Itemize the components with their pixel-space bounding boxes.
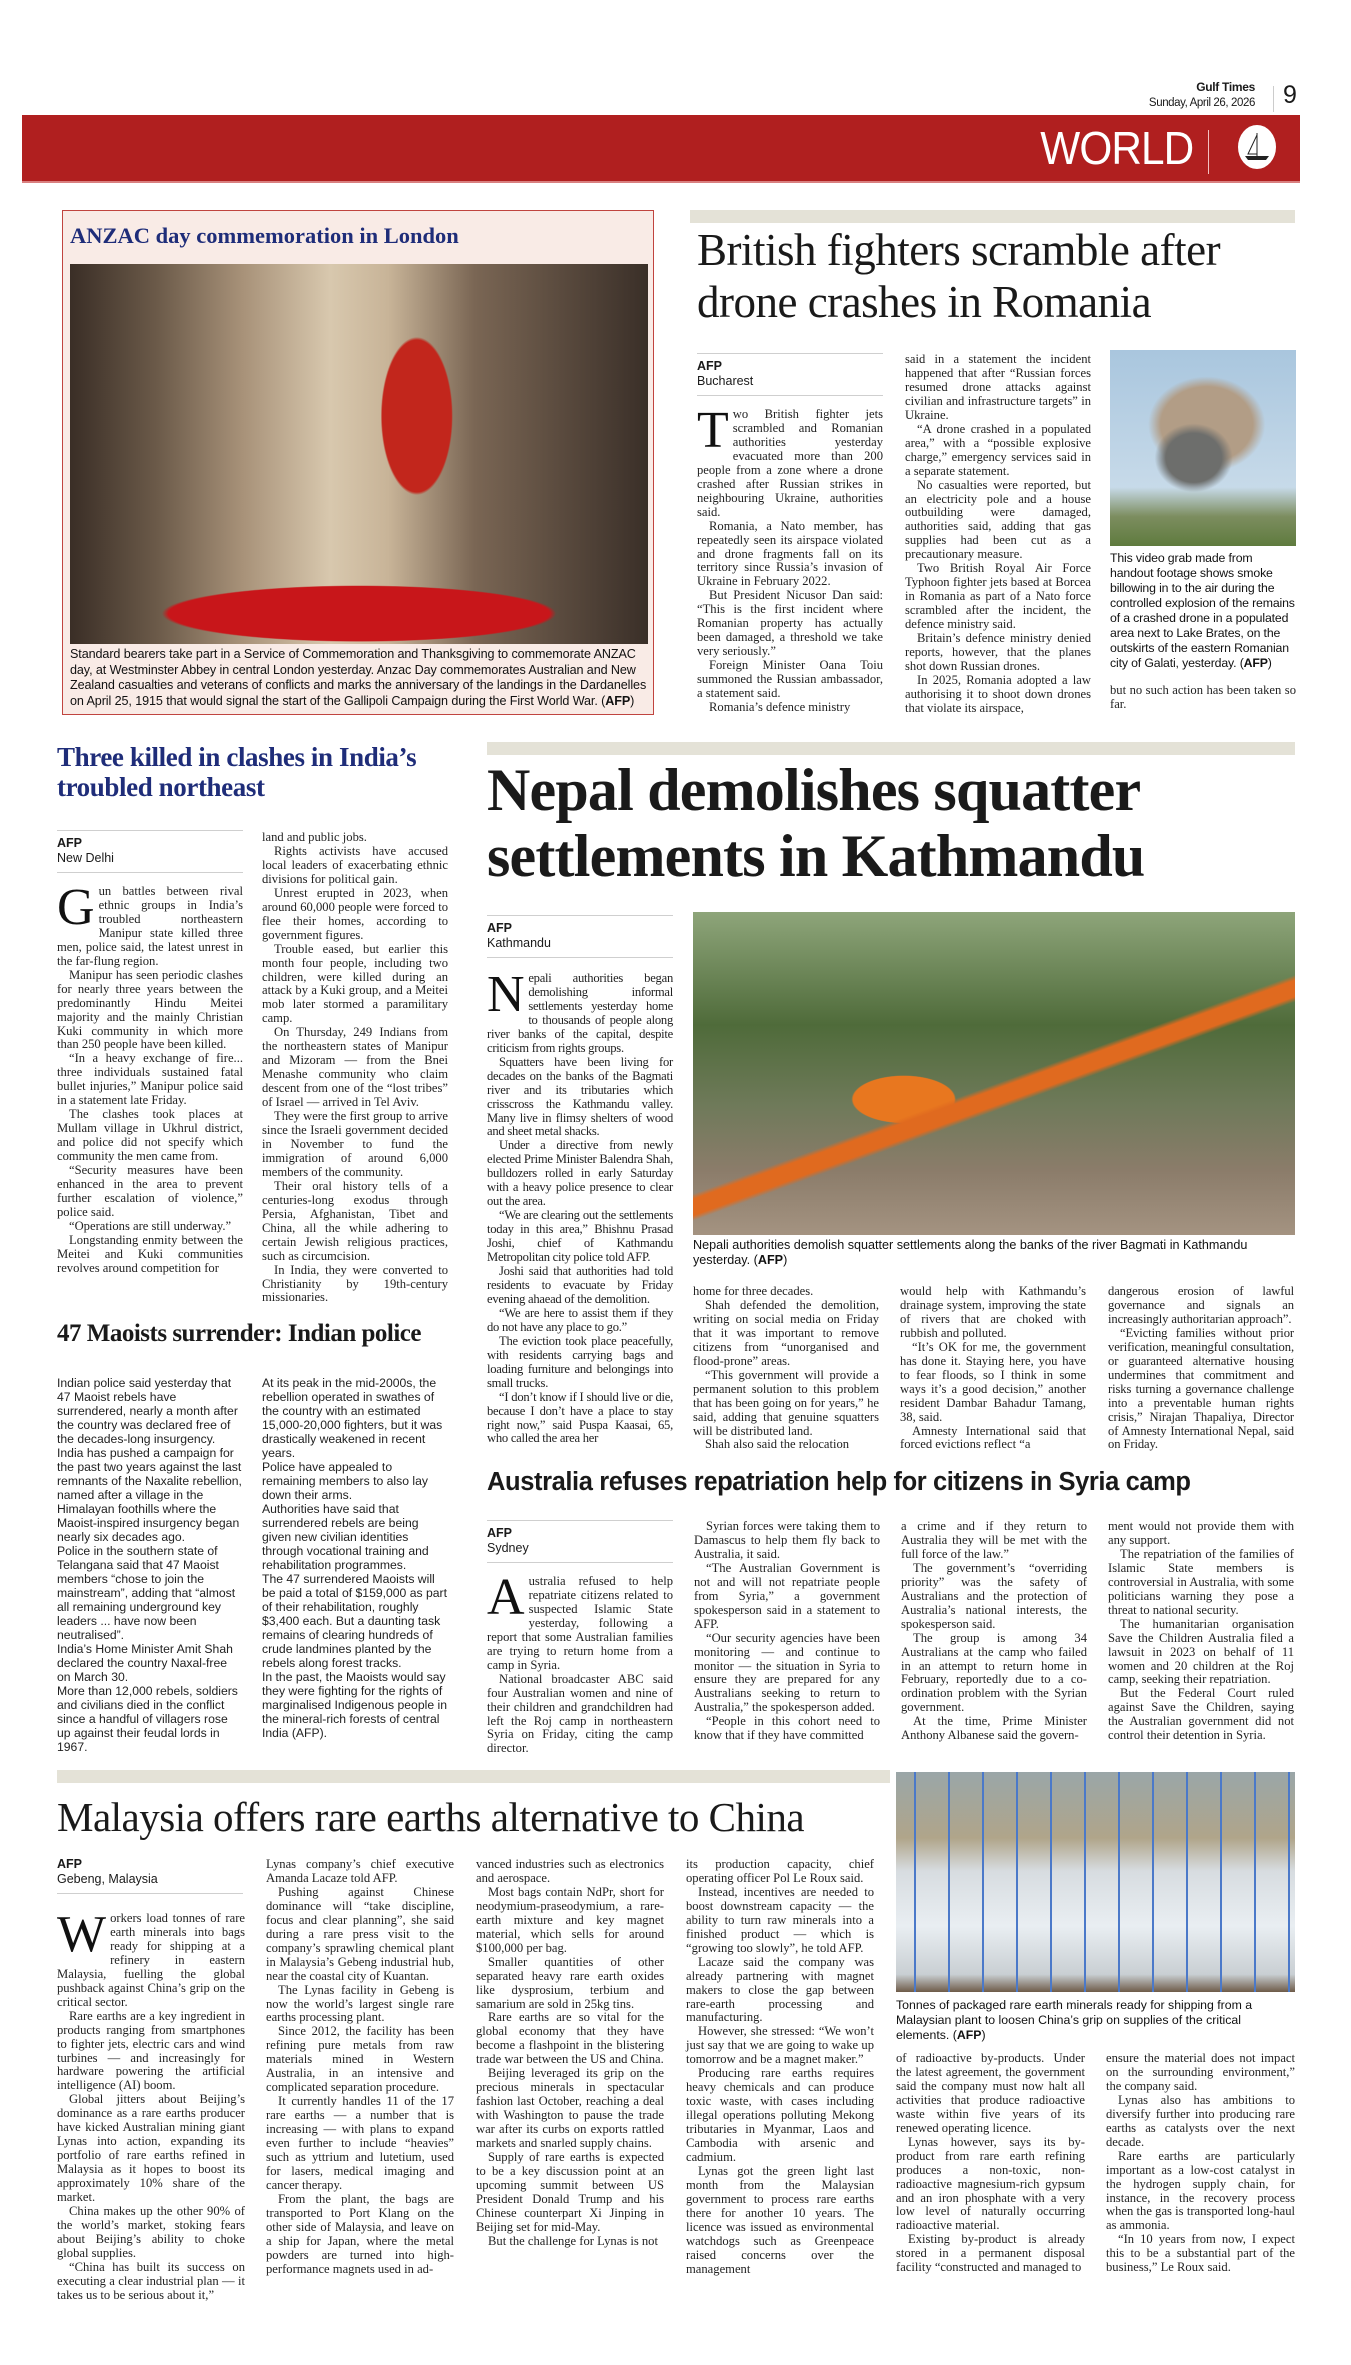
anzac-photo <box>70 264 648 644</box>
paragraph: Rights activists have accused local leaders of exacerbating ethnic divisions for political gain. <box>262 843 448 886</box>
malaysia-headline: Malaysia offers rare earths alternative to China <box>57 1794 805 1840</box>
australia-column-1 <box>487 1569 673 1756</box>
paragraph: Squatters have been living for decades on the banks of the Bagmati river and its tributaries which crisscross the Kathmandu valley. Many live in flimsy shelters of wood and sheet metal shacks. <box>487 1054 673 1139</box>
paragraph: its production capacity, chief operating officer Pol Le Roux said. <box>686 1857 874 1885</box>
drop-cap: G <box>57 879 95 936</box>
malaysia-byline <box>57 1854 243 1894</box>
paragraph: Beijing leveraged its grip on the precious minerals in spectacular fashion last October, reaching a deal with Washington to pause the trade war after its curbs on exports rattled markets and snarled supply chains. <box>476 2066 664 2151</box>
byline-agency: AFP <box>487 921 512 935</box>
romania-caption <box>1110 551 1296 671</box>
australia-headline: Australia refuses repatriation help for citizens in Syria camp <box>487 1468 1191 1496</box>
byline-city: Gebeng, Malaysia <box>57 1872 158 1886</box>
paragraph: “I don’t know if I should live or die, because I don’t have a place to stay right now,” said Puspa Kaasai, 65, who called the area her <box>487 1389 673 1446</box>
paragraph: The group is among 34 Australians at the camp who failed in an attempt to return home in February, reportedly due to a co-ordination problem with the Syrian government. <box>901 1630 1087 1715</box>
paragraph: Gun battles between rival ethnic groups in India’s troubled northeastern Manipur state killed three men, police said, the latest unrest in the far-flung region. <box>57 879 243 968</box>
paragraph: Instead, incentives are needed to boost downstream capacity — the ability to turn raw minerals into a finished product — which is “growing too slowly”, he told AFP. <box>686 1884 874 1955</box>
paragraph: “Operations are still underway.” <box>69 1218 232 1233</box>
romania-column-1 <box>697 402 883 715</box>
paragraph: home for three decades. <box>693 1284 814 1298</box>
paragraph: Lacaze said the company was already partnering with magnet makers to close the gap between rare-earth processing and manufacturing. <box>686 1954 874 2025</box>
paragraph: At the time, Prime Minister Anthony Albanese said the govern- <box>901 1714 1087 1743</box>
manipur-column-1 <box>57 879 243 1276</box>
drop-cap: N <box>487 966 525 1023</box>
paragraph: “It’s OK for me, the government has done it. Staying here, you have to fear floods, so I think in some ways it’s a good decision,” another resident Dambar Bahadur Tamang, 38, said. <box>900 1339 1086 1424</box>
paragraph: China makes up the other 90% of the world’s market, stoking fears about Beijing’s ability to choke global supplies. <box>57 2204 245 2260</box>
australia-column-3 <box>901 1520 1087 1743</box>
nepal-byline <box>487 915 673 958</box>
paragraph: The 47 surrendered Maoists will be paid a total of $159,000 as part of their rehabilitation, roughly $3,400 each. But a daunting task remains of clearing hundreds of crude landmines planted by the rebels along forest tracks. <box>262 1572 447 1670</box>
paragraph: Britain’s defence ministry denied reports, however, that the planes shot down Russian drones. <box>905 631 1091 673</box>
paragraph: Authorities have said that surrendered rebels are being given new civilian identities through vocational training and rehabilitation programmes. <box>262 1502 429 1572</box>
byline-agency: AFP <box>57 1857 82 1871</box>
paragraph: National broadcaster ABC said four Australian women and nine of their children and grandchildren had left the Roj camp in northeastern Syria on Friday, citing the camp director. <box>487 1671 673 1756</box>
manipur-byline <box>57 830 243 873</box>
paragraph: Rare earths are so vital for the global economy that they have become a flashpoint in the blistering trade war between the US and China. <box>476 2010 664 2067</box>
paragraph: Two British Royal Air Force Typhoon fighter jets based at Borcea in Romania as part of a Nato force scrambled after the incident, the defence ministry said. <box>905 561 1091 632</box>
paragraph: On Thursday, 249 Indians from the northeastern states of Manipur and Mizoram — from the Bnei Menashe community who claim descent from one of the “lost tribes” of Israel — arrived in Tel Aviv. <box>262 1025 448 1110</box>
photo-credit: ( AFP ) <box>1240 656 1272 670</box>
paragraph: Indian police said yesterday that 47 Maoist rebels have surrendered, nearly a month after the country was declared free of the decades-long insurgency. <box>57 1376 238 1446</box>
paragraph: India has pushed a campaign for the past two years against the last remnants of the Naxalite rebellion, named after a village in the Himalayan foothills where the Maoist-inspired insurgency began nearly six decades ago. <box>57 1446 242 1544</box>
paragraph: Longstanding enmity between the Meitei and Kuki communities revolves around competition for <box>57 1232 243 1275</box>
paragraph: Australia refused to help repatriate citizens related to suspected Islamic State yesterday, following a report that some Australian families are trying to return home from a camp in Syria. <box>487 1569 673 1672</box>
paragraph: Romania, a Nato member, has repeatedly seen its airspace violated and drone fragments fall on its territory since Russia’s invasion of Ukraine in February 2022. <box>697 518 883 589</box>
nepal-headline: Nepal demolishes squatter settlements in Kathmandu <box>487 757 1145 889</box>
byline-agency: AFP <box>57 836 82 850</box>
byline-city: Bucharest <box>697 374 754 388</box>
paragraph: “A drone crashed in a populated area,” with a “possible explosive charge,” emergency services said in a separate statement. <box>905 421 1091 478</box>
photo-credit: ( AFP ) <box>601 694 634 708</box>
malaysia-column-4 <box>686 1858 874 2277</box>
section-divider <box>1208 130 1209 174</box>
maoists-column-2 <box>262 1376 448 1740</box>
paragraph: Global jitters about Beijing’s dominance as a rare earths producer have kicked Australian mining giant Lynas into action, expanding its portfolio of rare earths refined in Malaysia as it hopes to boost its approximately 10% share of the market. <box>57 2092 245 2205</box>
paragraph: Since 2012, the facility has been refining pure metals from raw materials mined in Western Australia, in an intensive and complicated separation procedure. <box>266 2024 454 2095</box>
section-rule <box>57 1770 890 1783</box>
paragraph: Pushing against Chinese dominance will “take discipline, focus and clear planning”, she said during a rare press visit to the company’s sprawling chemical plant in Malaysia’s Gebeng industrial hub, near the coastal city of Kuantan. <box>266 1884 454 1983</box>
paragraph: But the challenge for Lynas is not <box>488 2233 658 2248</box>
paragraph: They were the first group to arrive since the Israeli government decided in November to fund the immigration of around 6,000 members of the community. <box>262 1109 448 1179</box>
paragraph: Lynas however, says its by-product from rare earth refining produces a non-toxic, non-radioactive magnesium-rich gypsum and an iron phosphate with a very low level of naturally occurring radioactive material. <box>896 2134 1085 2233</box>
romania-byline <box>697 353 883 396</box>
malaysia-caption <box>896 1998 1276 2043</box>
australia-column-4 <box>1108 1520 1294 1743</box>
paragraph: Foreign Minister Oana Toiu summoned the Russian ambassador, a statement said. <box>697 658 883 701</box>
paragraph: “Security measures have been enhanced in the area to prevent further escalation of violence,” police said. <box>57 1163 243 1219</box>
page-number: 9 <box>1283 81 1297 109</box>
romania-column-3 <box>1110 684 1296 712</box>
paragraph: The repatriation of the families of Islamic State members is controversial in Australia, with some politicians warning they pose a threat to national security. <box>1108 1546 1294 1617</box>
byline-city: Sydney <box>487 1541 529 1555</box>
byline-agency: AFP <box>487 1526 512 1540</box>
malaysia-column-1 <box>57 1906 245 2303</box>
paragraph: Rare earths are a key ingredient in products ranging from smartphones to fighter jets, electric cars and wind turbines — and increasingly for hardware powering the artificial intelligence (AI) boom. <box>57 2008 245 2093</box>
photo-credit: ( AFP ) <box>953 2028 986 2042</box>
paragraph: Producing rare earths requires heavy chemicals and can produce toxic waste, with cases including illegal operations polluting Mekong tributaries in Myanmar, Laos and Cambodia with arsenic and cadmium. <box>686 2066 874 2165</box>
nepal-photo <box>693 912 1295 1235</box>
paragraph: dangerous erosion of lawful governance and signals an increasingly authoritarian approach”. <box>1108 1284 1294 1326</box>
paragraph: land and public jobs. <box>262 830 367 844</box>
section-title: WORLD <box>1040 122 1193 174</box>
paragraph: “China has built its success on executing a clear industrial plan — it takes us to be serious about it,” <box>57 2259 245 2302</box>
paragraph: Lynas got the green light last month from the Malaysian government to process rare earths there for another 10 years. The licence was issued as environmental watchdogs such as Greenpeace raised concerns over the management <box>686 2163 874 2276</box>
byline-agency: AFP <box>697 359 722 373</box>
paragraph: ment would not provide them with any support. <box>1108 1519 1294 1547</box>
paragraph: But President Nicusor Dan said: “This is the first incident where Romanian property has actually been damaged, a threshold we take very seriously.” <box>697 588 883 659</box>
paragraph: Trouble eased, but earlier this month four people, including two children, were killed during an attack by a Kuki group, and a Meitei mob later stormed a paramilitary camp. <box>262 941 448 1026</box>
paragraph: The humanitarian organisation Save the Children Australia filed a lawsuit in 2023 on behalf of 11 women and 20 children at the Roj camp, seeking their repatriation. <box>1108 1616 1294 1687</box>
byline-city: New Delhi <box>57 851 114 865</box>
paragraph: Police in the southern state of Telangana said that 47 Maoist members “chose to join the mainstream”, adding that “almost all remaining underground key leaders ... have now been neutralised”. <box>57 1544 236 1642</box>
paragraph: Police have appealed to remaining members to also lay down their arms. <box>262 1460 428 1502</box>
paragraph: “The Australian Government is not and will not repatriate people from Syria,” a government spokesperson said in a statement to AFP. <box>694 1560 880 1631</box>
paragraph: The government’s “overriding priority” was the safety of Australians and the protection of Australia’s national interests, the spokesperson said. <box>901 1560 1087 1631</box>
nepal-caption <box>693 1238 1293 1268</box>
paragraph: “Evicting families without prior verification, meaningful consultation, or guaranteed alternative housing undermines that commitment and risks turning a governance challenge into a preventable human rights crisis,” Nirajan Thapaliya, Director of Amnesty International Nepal, said on Friday. <box>1108 1325 1294 1452</box>
paragraph: Two British fighter jets scrambled and Romanian authorities yesterday evacuated more than 200 people from a zone where a drone crashed after Russian strikes in neighbouring Ukraine, authorities said. <box>697 402 883 519</box>
malaysia-photo <box>896 1772 1295 1992</box>
byline-city: Kathmandu <box>487 936 551 950</box>
paragraph: From the plant, the bags are transported to Port Klang on the other side of Malaysia, and leave on a ship for Japan, where the metal powders are turned into high-performance magnets used in ad- <box>266 2191 454 2276</box>
malaysia-column-5 <box>896 2052 1085 2275</box>
romania-headline: British fighters scramble after drone crashes in Romania <box>697 225 1221 327</box>
paragraph: More than 12,000 rebels, soldiers and civilians died in the conflict since a handful of villagers rose up against their feudal lords in 1967. <box>57 1684 238 1754</box>
paragraph: Unrest erupted in 2023, when around 60,000 people were forced to flee their homes, according to government figures. <box>262 885 448 942</box>
paragraph: However, she stressed: “We won’t just say that we are going to wake up tomorrow and be a magnet maker.” <box>686 2024 874 2067</box>
paragraph: “In a heavy exchange of fire... three individuals sustained fatal bullet injuries,” Manipur police said in a statement late Friday. <box>57 1051 243 1108</box>
paragraph: “We are clearing out the settlements today in this area,” Bhishnu Prasad Joshi, chief of Kathmandu Metropolitan city police told AFP. <box>487 1208 673 1265</box>
malaysia-caption-text: Tonnes of packaged rare earth minerals ready for shipping from a Malaysian plant to loosen China’s grip on supplies of the critical elements. <box>896 1998 1253 2042</box>
paragraph: Joshi said that authorities had told residents to evacuate by Friday evening ahaead of the demolition. <box>487 1264 673 1306</box>
paragraph: The eviction took place peacefully, with residents carrying bags and loading furniture and belongings into small trucks. <box>487 1333 673 1390</box>
nepal-column-4 <box>1108 1285 1294 1452</box>
paragraph: would help with Kathmandu’s drainage system, improving the state of rivers that are choked with rubbish and polluted. <box>900 1284 1086 1340</box>
romania-caption-text: This video grab made from handout footage shows smoke billowing in to the air during the controlled explosion of the remains of a crashed drone in a populated area next to Lake Brates, on the outskirts of the eastern Romanian city of Galati, yesterday. <box>1110 551 1295 670</box>
paragraph: “We are here to assist them if they do not have any place to go.” <box>487 1305 673 1334</box>
nepal-caption-text: Nepali authorities demolish squatter settlements along the banks of the river Bagmati in Kathmandu yesterday. <box>693 1238 1248 1267</box>
paragraph: In India, they were converted to Christianity by 19th-century missionaries. <box>262 1262 448 1305</box>
drop-cap: W <box>57 1906 107 1963</box>
nepal-column-1 <box>487 966 673 1446</box>
anzac-caption-text: Standard bearers take part in a Service of Commemoration and Thanksgiving to commemorate ANZAC day, at Westminster Abbey in central London yesterday. Anzac Day commemorates Australian and New Zealand casualties and veterans of conflicts and marks the anniversary of the landings in the Dardanelles on April 25, 1915 that would signal the start of the Gallipoli Campaign during the First World War. <box>70 647 647 708</box>
paragraph: Manipur has seen periodic clashes for nearly three years between the predominantly Hindu Meitei majority and the mainly Christian Kuki community in which more than 250 people have been killed. <box>57 967 243 1052</box>
nepal-column-3 <box>900 1285 1086 1452</box>
paragraph: Shah also said the relocation <box>705 1437 850 1452</box>
paragraph: Rare earths are particularly important as a low-cost catalyst in the hydrogen supply chain, for instance, in the recovery process when the gas is transported long-haul as ammonia. <box>1106 2148 1295 2233</box>
malaysia-column-3 <box>476 1858 664 2249</box>
malaysia-column-2 <box>266 1858 454 2277</box>
paragraph: In 2025, Romania adopted a law authorising it to shoot down drones that violate its airspace, <box>905 672 1091 715</box>
paragraph: of radioactive by-products. Under the latest agreement, the government said the company must now halt all activities that produce radioactive waste within five years of its renewed operating licence. <box>896 2051 1085 2135</box>
publication-name: Gulf Times <box>1196 80 1255 94</box>
masthead-divider <box>1273 86 1274 112</box>
manipur-column-2 <box>262 831 448 1305</box>
paragraph: but no such action has been taken so far. <box>1110 683 1296 711</box>
paragraph: “People in this cohort need to know that if they have committed <box>694 1714 880 1743</box>
paragraph: ensure the material does not impact on the surrounding environment,” the company said. <box>1106 2051 1295 2093</box>
maoists-headline: 47 Maoists surrender: Indian police <box>57 1320 421 1347</box>
section-rule <box>690 210 1295 223</box>
paragraph: “In 10 years from now, I expect this to be a substantial part of the business,” Le Roux said. <box>1106 2232 1295 2275</box>
paragraph: “This government will provide a permanent solution to this problem that has been going on for years,” he said, adding that genuine squatters will be distributed land. <box>693 1367 879 1438</box>
dhow-boat-icon <box>1238 125 1276 169</box>
malaysia-column-6 <box>1106 2052 1295 2275</box>
paragraph: At its peak in the mid-2000s, the rebellion operated in swathes of the country with an estimated 15,000-20,000 fighters, but it was drastically weakened in recent years. <box>262 1376 443 1460</box>
australia-byline <box>487 1520 673 1563</box>
paragraph: No casualties were reported, but an electricity pole and a house outbuilding were damaged, authorities said, adding that gas supplies had been cut as a precautionary measure. <box>905 477 1091 562</box>
drop-cap: A <box>487 1569 525 1626</box>
anzac-title: ANZAC day commemoration in London <box>70 223 459 248</box>
manipur-headline: Three killed in clashes in India’s troubled northeast <box>57 742 417 802</box>
paragraph: Lynas also has ambitions to diversify further into producing rare earths as catalysts over the next decade. <box>1106 2092 1295 2149</box>
paragraph: Lynas company’s chief executive Amanda Lacaze told AFP. <box>266 1857 454 1885</box>
romania-column-2 <box>905 353 1091 716</box>
paragraph: Their oral history tells of a centuries-long exodus through Persia, Afghanistan, Tibet and China, all the while adhering to certain Jewish religious practices, such as circumcision. <box>262 1178 448 1263</box>
paragraph: Smaller quantities of other separated heavy rare earth oxides like dysprosium, terbium and samarium are sold in 25kg tins. <box>476 1954 664 2011</box>
paragraph: Syrian forces were taking them to Damascus to help them fly back to Australia, it said. <box>694 1519 880 1561</box>
paragraph: Supply of rare earths is expected to be a key discussion point at an upcoming summit between US President Donald Trump and his Chinese counterpart Xi Jinping in Beijing set for mid-May. <box>476 2150 664 2234</box>
drop-cap: T <box>697 402 729 459</box>
paragraph: said in a statement the incident happened that after “Russian forces resumed drone attacks against civilian and infrastructure targets” in Ukraine. <box>905 352 1091 422</box>
paragraph: It currently handles 11 of the 17 rare earths — a number that is increasing — with plans to expand even further to include “heavies” such as yttrium and lutetium, used for lasers, medical imaging and cancer therapy. <box>266 2094 454 2192</box>
paragraph: In the past, the Maoists would say they were fighting for the rights of marginalised Indigenous people in the mineral-rich forests of central India (AFP). <box>262 1670 447 1740</box>
anzac-caption <box>70 647 648 709</box>
paragraph: The clashes took places at Mullam village in Ukhrul district, and police did not specify which community the men came from. <box>57 1107 243 1164</box>
paragraph: vanced industries such as electronics and aerospace. <box>476 1857 664 1885</box>
paragraph: Under a directive from newly elected Prime Minister Balendra Shah, bulldozers rolled in early Saturday with a heavy police presence to clear out the area. <box>487 1138 673 1209</box>
issue-date: Sunday, April 26, 2026 <box>1148 97 1255 109</box>
paragraph: “Our security agencies have been monitoring — and continue to monitor — the situation in Syria to ensure they are prepared for any Australians seeking to return to Australia,” the spokesperson added. <box>694 1630 880 1715</box>
paragraph: India’s Home Minister Amit Shah declared the country Naxal-free on March 30. <box>57 1642 233 1684</box>
maoists-column-1 <box>57 1376 243 1754</box>
section-rule <box>487 742 1295 755</box>
paragraph: Most bags contain NdPr, short for neodymium-praseodymium, a rare-earth mixture and key magnet material, which sells for around $100,000 per bag. <box>476 1884 664 1955</box>
paragraph: Nepali authorities began demolishing informal settlements yesterday home to thousands of people along river banks of the capital, despite criticism from rights groups. <box>487 966 673 1055</box>
paragraph: Workers load tonnes of rare earth minerals into bags ready for shipping at a refinery in eastern Malaysia, fuelling the global pushback against China’s grip on the critical sector. <box>57 1906 245 2009</box>
paragraph: Existing by-product is already stored in a permanent disposal facility “constructed and managed to <box>896 2232 1085 2275</box>
paragraph: But the Federal Court ruled against Save the Children, saying the Australian government did not control their detention in Syria. <box>1108 1686 1294 1743</box>
photo-credit: ( AFP ) <box>754 1253 788 1267</box>
romania-photo <box>1110 350 1296 546</box>
paragraph: The Lynas facility in Gebeng is now the world’s largest single rare earths processing plant. <box>266 1982 454 2025</box>
paragraph: Romania’s defence ministry <box>709 700 851 715</box>
paragraph: a crime and if they return to Australia they will be met with the full force of the law.” <box>901 1519 1087 1561</box>
paragraph: Shah defended the demolition, writing on social media on Friday that it was important to remove citizens from “unorganised and flood-prone” areas. <box>693 1297 879 1368</box>
australia-column-2 <box>694 1520 880 1743</box>
nepal-column-2 <box>693 1285 879 1452</box>
paragraph: Amnesty International said that forced evictions reflect “a <box>900 1423 1086 1452</box>
